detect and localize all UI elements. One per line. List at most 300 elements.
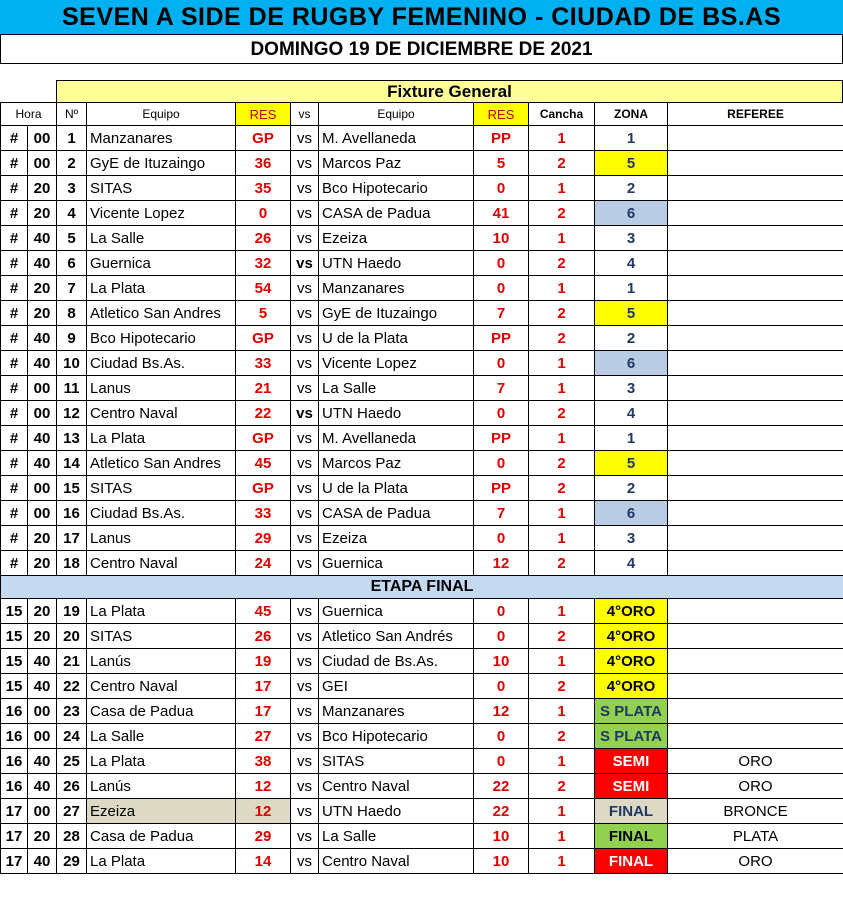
field-number: 2 — [529, 724, 595, 749]
zone-label: 4 — [595, 401, 668, 426]
score-away: 0 — [474, 276, 529, 301]
match-hour: 16 — [1, 749, 28, 774]
match-minute: 40 — [28, 674, 57, 699]
match-row — [1, 451, 843, 476]
score-away: 22 — [474, 799, 529, 824]
vs-label: vs — [291, 599, 319, 624]
field-number: 2 — [529, 326, 595, 351]
field-number: 1 — [529, 276, 595, 301]
header-hora: Hora — [1, 103, 57, 126]
match-minute: 20 — [28, 276, 57, 301]
vs-label: vs — [291, 551, 319, 576]
vs-label: vs — [291, 824, 319, 849]
referee-cell — [668, 326, 843, 351]
zone-label: 6 — [595, 201, 668, 226]
field-number: 1 — [529, 426, 595, 451]
vs-label: vs — [291, 201, 319, 226]
team-home: Centro Naval — [87, 401, 236, 426]
score-away: 0 — [474, 749, 529, 774]
team-home: Guernica — [87, 251, 236, 276]
vs-label: vs — [291, 501, 319, 526]
match-number: 25 — [57, 749, 87, 774]
referee-cell — [668, 599, 843, 624]
referee-cell — [668, 724, 843, 749]
match-number: 10 — [57, 351, 87, 376]
team-home: Manzanares — [87, 126, 236, 151]
match-row — [1, 201, 843, 226]
vs-label: vs — [291, 526, 319, 551]
vs-label: vs — [291, 749, 319, 774]
match-number: 22 — [57, 674, 87, 699]
match-number: 20 — [57, 624, 87, 649]
page-title: SEVEN A SIDE DE RUGBY FEMENINO - CIUDAD DE BS.AS — [0, 0, 843, 34]
team-home: Ciudad Bs.As. — [87, 351, 236, 376]
team-home: Centro Naval — [87, 674, 236, 699]
match-minute: 40 — [28, 251, 57, 276]
match-minute: 40 — [28, 426, 57, 451]
team-away: CASA de Padua — [319, 201, 474, 226]
match-hour: # — [1, 551, 28, 576]
score-home: 54 — [236, 276, 291, 301]
referee-cell — [668, 426, 843, 451]
match-hour: # — [1, 476, 28, 501]
match-hour: 15 — [1, 674, 28, 699]
match-hour: # — [1, 351, 28, 376]
score-home: 38 — [236, 749, 291, 774]
match-hour: # — [1, 326, 28, 351]
team-away: Marcos Paz — [319, 151, 474, 176]
zone-label: 6 — [595, 501, 668, 526]
field-number: 1 — [529, 376, 595, 401]
match-row — [1, 799, 843, 824]
score-away: PP — [474, 126, 529, 151]
team-home: Ezeiza — [87, 799, 236, 824]
match-number: 6 — [57, 251, 87, 276]
field-number: 1 — [529, 749, 595, 774]
fixture-table — [0, 102, 843, 874]
team-away: Bco Hipotecario — [319, 176, 474, 201]
referee-cell — [668, 376, 843, 401]
team-home: GyE de Ituzaingo — [87, 151, 236, 176]
score-home: 27 — [236, 724, 291, 749]
match-minute: 00 — [28, 799, 57, 824]
match-hour: # — [1, 176, 28, 201]
header-zona: ZONA — [595, 103, 668, 126]
referee-cell — [668, 624, 843, 649]
team-home: Bco Hipotecario — [87, 326, 236, 351]
vs-label: vs — [291, 251, 319, 276]
match-hour: # — [1, 226, 28, 251]
score-away: 0 — [474, 351, 529, 376]
match-minute: 20 — [28, 824, 57, 849]
field-number: 2 — [529, 451, 595, 476]
team-away: Manzanares — [319, 699, 474, 724]
score-home: 22 — [236, 401, 291, 426]
match-row — [1, 326, 843, 351]
field-number: 1 — [529, 849, 595, 874]
zone-label: S PLATA — [595, 699, 668, 724]
match-minute: 40 — [28, 649, 57, 674]
score-away: 41 — [474, 201, 529, 226]
field-number: 1 — [529, 176, 595, 201]
match-minute: 20 — [28, 551, 57, 576]
match-minute: 40 — [28, 749, 57, 774]
match-hour: # — [1, 251, 28, 276]
vs-label: vs — [291, 326, 319, 351]
vs-label: vs — [291, 724, 319, 749]
match-number: 5 — [57, 226, 87, 251]
match-row — [1, 724, 843, 749]
match-number: 21 — [57, 649, 87, 674]
referee-cell — [668, 674, 843, 699]
match-hour: # — [1, 151, 28, 176]
score-away: 10 — [474, 824, 529, 849]
team-away: La Salle — [319, 376, 474, 401]
vs-label: vs — [291, 699, 319, 724]
team-away: Guernica — [319, 551, 474, 576]
match-number: 4 — [57, 201, 87, 226]
score-away: 12 — [474, 551, 529, 576]
score-away: PP — [474, 476, 529, 501]
referee-cell: ORO — [668, 849, 843, 874]
match-number: 18 — [57, 551, 87, 576]
match-minute: 20 — [28, 599, 57, 624]
match-number: 1 — [57, 126, 87, 151]
zone-label: 4°ORO — [595, 624, 668, 649]
match-row — [1, 624, 843, 649]
vs-label: vs — [291, 351, 319, 376]
field-number: 1 — [529, 824, 595, 849]
score-home: GP — [236, 126, 291, 151]
field-number: 1 — [529, 699, 595, 724]
team-home: Centro Naval — [87, 551, 236, 576]
match-number: 12 — [57, 401, 87, 426]
team-home: La Salle — [87, 226, 236, 251]
match-minute: 00 — [28, 126, 57, 151]
date-subtitle: DOMINGO 19 DE DICIEMBRE DE 2021 — [0, 34, 843, 64]
vs-label: vs — [291, 849, 319, 874]
score-away: 5 — [474, 151, 529, 176]
match-row — [1, 551, 843, 576]
team-away: Manzanares — [319, 276, 474, 301]
score-home: 29 — [236, 824, 291, 849]
referee-cell — [668, 126, 843, 151]
match-minute: 40 — [28, 451, 57, 476]
match-number: 13 — [57, 426, 87, 451]
match-hour: 15 — [1, 649, 28, 674]
referee-cell: ORO — [668, 774, 843, 799]
vs-label: vs — [291, 301, 319, 326]
vs-label: vs — [291, 176, 319, 201]
match-minute: 20 — [28, 526, 57, 551]
match-minute: 20 — [28, 301, 57, 326]
score-away: 10 — [474, 849, 529, 874]
match-minute: 40 — [28, 351, 57, 376]
team-away: SITAS — [319, 749, 474, 774]
score-home: 5 — [236, 301, 291, 326]
zone-label: 5 — [595, 151, 668, 176]
score-away: 7 — [474, 301, 529, 326]
vs-label: vs — [291, 451, 319, 476]
zone-label: 6 — [595, 351, 668, 376]
match-number: 14 — [57, 451, 87, 476]
match-minute: 20 — [28, 201, 57, 226]
vs-label: vs — [291, 624, 319, 649]
team-away: Centro Naval — [319, 774, 474, 799]
zone-label: 2 — [595, 476, 668, 501]
match-number: 27 — [57, 799, 87, 824]
referee-cell — [668, 551, 843, 576]
match-number: 19 — [57, 599, 87, 624]
score-home: 12 — [236, 799, 291, 824]
zone-label: FINAL — [595, 849, 668, 874]
zone-label: 5 — [595, 451, 668, 476]
referee-cell — [668, 649, 843, 674]
referee-cell — [668, 401, 843, 426]
field-number: 2 — [529, 151, 595, 176]
referee-cell — [668, 526, 843, 551]
match-hour: # — [1, 126, 28, 151]
zone-label: 1 — [595, 426, 668, 451]
match-hour: 16 — [1, 724, 28, 749]
score-away: 7 — [474, 501, 529, 526]
score-away: 12 — [474, 699, 529, 724]
score-home: 26 — [236, 226, 291, 251]
vs-label: vs — [291, 226, 319, 251]
match-row — [1, 849, 843, 874]
team-away: Atletico San Andrés — [319, 624, 474, 649]
match-minute: 00 — [28, 476, 57, 501]
score-away: 10 — [474, 226, 529, 251]
score-home: 21 — [236, 376, 291, 401]
match-hour: 17 — [1, 849, 28, 874]
match-number: 3 — [57, 176, 87, 201]
zone-label: 1 — [595, 126, 668, 151]
team-home: La Plata — [87, 599, 236, 624]
team-home: SITAS — [87, 476, 236, 501]
match-hour: # — [1, 376, 28, 401]
score-away: 0 — [474, 674, 529, 699]
header-res-2: RES — [474, 103, 529, 126]
match-row — [1, 126, 843, 151]
team-away: Guernica — [319, 599, 474, 624]
vs-label: vs — [291, 426, 319, 451]
score-away: 0 — [474, 624, 529, 649]
score-away: PP — [474, 426, 529, 451]
score-home: 35 — [236, 176, 291, 201]
match-number: 24 — [57, 724, 87, 749]
team-home: SITAS — [87, 176, 236, 201]
match-row — [1, 376, 843, 401]
match-number: 16 — [57, 501, 87, 526]
zone-label: 4°ORO — [595, 674, 668, 699]
header-num: Nº — [57, 103, 87, 126]
match-row — [1, 426, 843, 451]
team-home: Atletico San Andres — [87, 451, 236, 476]
match-number: 28 — [57, 824, 87, 849]
match-hour: 17 — [1, 799, 28, 824]
vs-label: vs — [291, 276, 319, 301]
referee-cell — [668, 476, 843, 501]
match-minute: 20 — [28, 624, 57, 649]
zone-label: S PLATA — [595, 724, 668, 749]
vs-label: vs — [291, 126, 319, 151]
vs-label: vs — [291, 376, 319, 401]
match-row — [1, 674, 843, 699]
field-number: 2 — [529, 301, 595, 326]
referee-cell: BRONCE — [668, 799, 843, 824]
team-home: La Plata — [87, 749, 236, 774]
zone-label: 3 — [595, 226, 668, 251]
header-res-1: RES — [236, 103, 291, 126]
team-home: La Plata — [87, 276, 236, 301]
match-number: 23 — [57, 699, 87, 724]
team-home: SITAS — [87, 624, 236, 649]
team-home: Lanús — [87, 774, 236, 799]
team-away: UTN Haedo — [319, 401, 474, 426]
team-away: Ciudad de Bs.As. — [319, 649, 474, 674]
field-number: 2 — [529, 401, 595, 426]
field-number: 2 — [529, 774, 595, 799]
referee-cell: PLATA — [668, 824, 843, 849]
match-row — [1, 774, 843, 799]
match-minute: 00 — [28, 151, 57, 176]
referee-cell — [668, 201, 843, 226]
zone-label: 2 — [595, 176, 668, 201]
match-row — [1, 824, 843, 849]
match-minute: 00 — [28, 501, 57, 526]
field-number: 1 — [529, 526, 595, 551]
match-row — [1, 526, 843, 551]
referee-cell — [668, 276, 843, 301]
match-row — [1, 501, 843, 526]
score-home: 29 — [236, 526, 291, 551]
match-number: 11 — [57, 376, 87, 401]
header-referee: REFEREE — [668, 103, 843, 126]
match-number: 9 — [57, 326, 87, 351]
header-equipo-1: Equipo — [87, 103, 236, 126]
zone-label: SEMI — [595, 774, 668, 799]
match-hour: # — [1, 426, 28, 451]
match-row — [1, 176, 843, 201]
match-minute: 20 — [28, 176, 57, 201]
zone-label: 4°ORO — [595, 599, 668, 624]
score-home: 26 — [236, 624, 291, 649]
match-minute: 00 — [28, 724, 57, 749]
field-number: 1 — [529, 226, 595, 251]
match-number: 26 — [57, 774, 87, 799]
match-row — [1, 226, 843, 251]
match-number: 17 — [57, 526, 87, 551]
match-number: 7 — [57, 276, 87, 301]
score-home: 14 — [236, 849, 291, 874]
vs-label: vs — [291, 151, 319, 176]
referee-cell: ORO — [668, 749, 843, 774]
field-number: 1 — [529, 799, 595, 824]
zone-label: 3 — [595, 526, 668, 551]
referee-cell — [668, 699, 843, 724]
match-minute: 40 — [28, 226, 57, 251]
referee-cell — [668, 176, 843, 201]
match-row — [1, 599, 843, 624]
match-hour: 17 — [1, 824, 28, 849]
vs-label: vs — [291, 649, 319, 674]
team-home: Casa de Padua — [87, 699, 236, 724]
score-away: 10 — [474, 649, 529, 674]
match-hour: 15 — [1, 624, 28, 649]
team-away: M. Avellaneda — [319, 426, 474, 451]
referee-cell — [668, 351, 843, 376]
match-hour: 16 — [1, 774, 28, 799]
team-home: Atletico San Andres — [87, 301, 236, 326]
team-away: La Salle — [319, 824, 474, 849]
zone-label: 5 — [595, 301, 668, 326]
match-hour: # — [1, 276, 28, 301]
zone-label: 3 — [595, 376, 668, 401]
field-number: 1 — [529, 351, 595, 376]
match-hour: # — [1, 401, 28, 426]
zone-label: SEMI — [595, 749, 668, 774]
referee-cell — [668, 226, 843, 251]
match-row — [1, 476, 843, 501]
field-number: 2 — [529, 251, 595, 276]
match-number: 29 — [57, 849, 87, 874]
header-vs: vs — [291, 103, 319, 126]
field-number: 2 — [529, 476, 595, 501]
team-away: Ezeiza — [319, 226, 474, 251]
final-stage-row — [1, 576, 843, 599]
header-equipo-2: Equipo — [319, 103, 474, 126]
team-home: Lanús — [87, 649, 236, 674]
match-row — [1, 649, 843, 674]
zone-label: FINAL — [595, 824, 668, 849]
field-number: 2 — [529, 674, 595, 699]
final-stage-heading: ETAPA FINAL — [1, 576, 843, 599]
referee-cell — [668, 301, 843, 326]
field-number: 2 — [529, 624, 595, 649]
team-home: Lanus — [87, 526, 236, 551]
score-home: 17 — [236, 699, 291, 724]
score-home: 36 — [236, 151, 291, 176]
team-away: GEI — [319, 674, 474, 699]
team-home: La Plata — [87, 426, 236, 451]
match-row — [1, 301, 843, 326]
zone-label: 4°ORO — [595, 649, 668, 674]
referee-cell — [668, 501, 843, 526]
score-away: 0 — [474, 724, 529, 749]
score-home: 12 — [236, 774, 291, 799]
score-away: 7 — [474, 376, 529, 401]
fixture-general-heading: Fixture General — [56, 80, 843, 102]
match-hour: # — [1, 501, 28, 526]
team-away: UTN Haedo — [319, 251, 474, 276]
score-home: 33 — [236, 351, 291, 376]
match-hour: # — [1, 451, 28, 476]
team-away: CASA de Padua — [319, 501, 474, 526]
field-number: 1 — [529, 599, 595, 624]
team-away: Marcos Paz — [319, 451, 474, 476]
field-number: 2 — [529, 201, 595, 226]
match-row — [1, 251, 843, 276]
team-away: Centro Naval — [319, 849, 474, 874]
vs-label: vs — [291, 674, 319, 699]
score-home: 0 — [236, 201, 291, 226]
score-away: 0 — [474, 451, 529, 476]
team-home: Casa de Padua — [87, 824, 236, 849]
score-away: 0 — [474, 176, 529, 201]
zone-label: FINAL — [595, 799, 668, 824]
vs-label: vs — [291, 401, 319, 426]
